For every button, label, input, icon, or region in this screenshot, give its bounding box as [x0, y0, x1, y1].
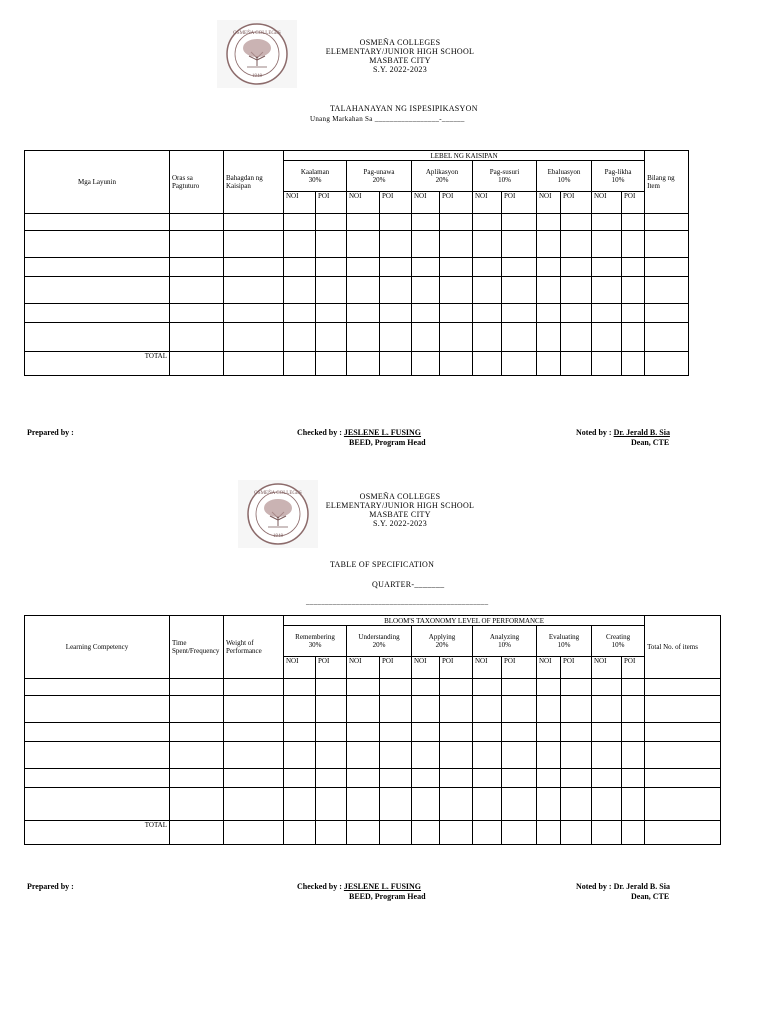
table-cell[interactable] [561, 304, 592, 323]
level-header: Remembering 30% [284, 626, 347, 657]
school-division: ELEMENTARY/JUNIOR HIGH SCHOOL [325, 47, 475, 56]
table-cell[interactable] [347, 258, 380, 277]
table-cell[interactable] [645, 788, 721, 821]
table-cell[interactable] [537, 742, 561, 769]
poi-label: POI [316, 657, 347, 679]
table-cell[interactable] [473, 323, 502, 352]
table-cell[interactable] [502, 231, 537, 258]
table-cell[interactable] [284, 723, 316, 742]
blank-line: ________________________________________________ [306, 598, 489, 606]
checked-by-block [297, 882, 426, 902]
poi-label: POI [380, 192, 412, 214]
table-cell[interactable] [622, 769, 645, 788]
table-row [25, 723, 721, 742]
level-header: Understanding 20% [347, 626, 412, 657]
table-cell[interactable] [502, 696, 537, 723]
form-english [0, 460, 768, 1020]
table-cell[interactable] [347, 723, 380, 742]
table-cell[interactable] [316, 742, 347, 769]
col-weight-header: Bahagdan ng Kaisipan [224, 151, 284, 214]
checked-by-label: Checked by : [297, 428, 342, 437]
school-division: ELEMENTARY/JUNIOR HIGH SCHOOL [325, 501, 475, 510]
table-cell[interactable] [537, 277, 561, 304]
table-cell[interactable] [473, 214, 502, 231]
table-row [25, 231, 689, 258]
table-cell[interactable] [170, 214, 224, 231]
poi-label: POI [622, 657, 645, 679]
table-cell[interactable] [347, 788, 380, 821]
table-cell[interactable] [25, 231, 170, 258]
table-cell[interactable] [622, 788, 645, 821]
poi-label: POI [316, 192, 347, 214]
specification-table [24, 150, 689, 376]
table-cell[interactable] [592, 323, 622, 352]
table-cell[interactable] [473, 304, 502, 323]
noi-label: NOI [347, 657, 380, 679]
table-cell[interactable] [170, 304, 224, 323]
table-cell[interactable] [224, 723, 284, 742]
table-row [25, 769, 721, 788]
table-cell[interactable] [592, 723, 622, 742]
table-cell[interactable] [380, 214, 412, 231]
svg-text:OSMEÑA COLLEGES: OSMEÑA COLLEGES [233, 31, 281, 36]
table-row [25, 696, 721, 723]
table-cell[interactable] [440, 304, 473, 323]
table-cell[interactable] [170, 323, 224, 352]
level-header: Evaluating 10% [537, 626, 592, 657]
svg-text:1948: 1948 [252, 74, 262, 79]
table-cell[interactable] [592, 696, 622, 723]
table-cell[interactable] [284, 258, 316, 277]
table-cell[interactable] [622, 742, 645, 769]
table-cell[interactable] [380, 231, 412, 258]
table-body [25, 214, 689, 352]
table-cell[interactable] [284, 769, 316, 788]
noi-label: NOI [473, 657, 502, 679]
table-cell[interactable] [316, 679, 347, 696]
table-cell[interactable] [645, 723, 721, 742]
noi-label: NOI [537, 192, 561, 214]
table-cell[interactable] [25, 258, 170, 277]
table-cell[interactable] [347, 214, 380, 231]
table-cell[interactable] [412, 304, 440, 323]
school-name: OSMEÑA COLLEGES [359, 492, 441, 501]
table-cell[interactable] [25, 304, 170, 323]
table-cell[interactable] [440, 696, 473, 723]
group-header: BLOOM'S TAXONOMY LEVEL OF PERFORMANCE [284, 616, 645, 626]
checker-title: BEED, Program Head [349, 892, 426, 901]
school-header [290, 38, 510, 74]
table-cell[interactable] [380, 277, 412, 304]
level-header: Aplikasyon 20% [412, 161, 473, 192]
table-cell[interactable] [645, 214, 689, 231]
table-cell[interactable] [622, 679, 645, 696]
prepared-by: Prepared by : [27, 428, 74, 437]
table-cell[interactable] [592, 231, 622, 258]
table-cell[interactable] [440, 742, 473, 769]
table-row [25, 277, 689, 304]
poi-label: POI [380, 657, 412, 679]
table-cell[interactable] [284, 323, 316, 352]
table-cell[interactable] [25, 696, 170, 723]
table-cell[interactable] [592, 769, 622, 788]
table-cell[interactable] [25, 214, 170, 231]
table-cell[interactable] [645, 304, 689, 323]
noter-name: Dr. Jerald B. Sia [613, 428, 670, 437]
table-cell[interactable] [224, 277, 284, 304]
total-row [25, 821, 721, 845]
table-cell[interactable] [561, 696, 592, 723]
table-cell[interactable] [537, 304, 561, 323]
form-subtitle: Unang Markahan Sa _________________-______ [310, 115, 465, 123]
table-cell[interactable] [440, 769, 473, 788]
table-cell[interactable] [537, 696, 561, 723]
table-cell[interactable] [25, 679, 170, 696]
checked-by-label: Checked by : [297, 882, 342, 891]
table-cell[interactable] [170, 742, 224, 769]
table-cell[interactable] [561, 723, 592, 742]
table-cell[interactable] [561, 214, 592, 231]
noter-title: Dean, CTE [631, 892, 670, 901]
table-cell[interactable] [592, 679, 622, 696]
school-logo [217, 20, 297, 88]
table-cell[interactable] [645, 679, 721, 696]
school-seal-icon [225, 22, 289, 86]
level-header: Pag-likha 10% [592, 161, 645, 192]
table-cell[interactable] [645, 769, 721, 788]
table-cell[interactable] [622, 258, 645, 277]
school-city: MASBATE CITY [369, 56, 431, 65]
table-cell[interactable] [347, 277, 380, 304]
level-header: Analyzing 10% [473, 626, 537, 657]
col-total-header: Total No. of items [645, 616, 721, 679]
school-year: S.Y. 2022-2023 [372, 65, 428, 74]
table-body [25, 679, 721, 821]
table-cell[interactable] [502, 769, 537, 788]
level-header: Pag-susuri 10% [473, 161, 537, 192]
table-cell[interactable] [537, 258, 561, 277]
table-cell[interactable] [380, 788, 412, 821]
noi-label: NOI [592, 657, 622, 679]
table-cell[interactable] [622, 323, 645, 352]
table-cell[interactable] [170, 696, 224, 723]
table-cell[interactable] [645, 696, 721, 723]
noi-label: NOI [412, 192, 440, 214]
table-cell[interactable] [25, 323, 170, 352]
table-cell[interactable] [316, 304, 347, 323]
noi-label: NOI [347, 192, 380, 214]
level-header: Kaalaman 30% [284, 161, 347, 192]
table-cell[interactable] [537, 231, 561, 258]
poi-label: POI [622, 192, 645, 214]
table-cell[interactable] [316, 769, 347, 788]
table-cell[interactable] [347, 769, 380, 788]
noted-by-block [576, 882, 670, 902]
table-cell[interactable] [170, 788, 224, 821]
school-header [290, 492, 510, 528]
table-cell[interactable] [537, 769, 561, 788]
table-cell[interactable] [537, 214, 561, 231]
table-cell[interactable] [561, 258, 592, 277]
checker-title: BEED, Program Head [349, 438, 426, 447]
total-row [25, 352, 689, 376]
form-title: TALAHANAYAN NG ISPESIPIKASYON [330, 104, 478, 113]
noi-label: NOI [412, 657, 440, 679]
table-cell[interactable] [316, 323, 347, 352]
table-cell[interactable] [284, 679, 316, 696]
table-cell[interactable] [473, 723, 502, 742]
table-cell[interactable] [284, 277, 316, 304]
table-cell[interactable] [25, 742, 170, 769]
level-header: Creating 10% [592, 626, 645, 657]
table-cell[interactable] [592, 214, 622, 231]
table-cell[interactable] [473, 277, 502, 304]
prepared-by: Prepared by : [27, 882, 74, 891]
table-cell[interactable] [25, 788, 170, 821]
table-cell[interactable] [561, 277, 592, 304]
table-cell[interactable] [440, 214, 473, 231]
table-cell[interactable] [502, 679, 537, 696]
table-cell[interactable] [412, 323, 440, 352]
table-cell[interactable] [284, 788, 316, 821]
table-cell[interactable] [412, 679, 440, 696]
table-cell[interactable] [592, 304, 622, 323]
noi-label: NOI [284, 192, 316, 214]
table-cell[interactable] [347, 742, 380, 769]
table-cell[interactable] [440, 258, 473, 277]
table-row [25, 258, 689, 277]
svg-text:OSMEÑA COLLEGES: OSMEÑA COLLEGES [254, 491, 302, 496]
table-cell[interactable] [284, 231, 316, 258]
noi-label: NOI [537, 657, 561, 679]
table-cell[interactable] [622, 696, 645, 723]
table-cell[interactable] [224, 214, 284, 231]
table-cell[interactable] [622, 277, 645, 304]
table-cell[interactable] [316, 788, 347, 821]
table-cell[interactable] [502, 277, 537, 304]
table-cell[interactable] [412, 258, 440, 277]
table-cell[interactable] [473, 679, 502, 696]
table-cell[interactable] [347, 231, 380, 258]
form-tagalog [0, 0, 768, 460]
table-cell[interactable] [622, 723, 645, 742]
table-cell[interactable] [170, 679, 224, 696]
table-cell[interactable] [224, 696, 284, 723]
table-cell[interactable] [622, 304, 645, 323]
table-cell[interactable] [592, 788, 622, 821]
table-cell[interactable] [170, 769, 224, 788]
table-cell[interactable] [440, 679, 473, 696]
table-cell[interactable] [473, 788, 502, 821]
table-cell[interactable] [502, 788, 537, 821]
table-cell[interactable] [347, 696, 380, 723]
noi-label: NOI [592, 192, 622, 214]
table-cell[interactable] [224, 304, 284, 323]
table-cell[interactable] [440, 723, 473, 742]
table-cell[interactable] [284, 214, 316, 231]
table-cell[interactable] [316, 258, 347, 277]
table-cell[interactable] [561, 323, 592, 352]
table-cell[interactable] [224, 231, 284, 258]
checked-by-block [297, 428, 426, 448]
col-time-header: Oras sa Pagtuturo [170, 151, 224, 214]
noted-by-block [576, 428, 670, 448]
poi-label: POI [440, 192, 473, 214]
table-cell[interactable] [537, 723, 561, 742]
table-row [25, 679, 721, 696]
group-header: LEBEL NG KAISIPAN [284, 151, 645, 161]
table-cell[interactable] [440, 323, 473, 352]
table-cell[interactable] [645, 277, 689, 304]
table-cell[interactable] [645, 742, 721, 769]
table-cell[interactable] [284, 742, 316, 769]
table-row [25, 304, 689, 323]
table-row [25, 323, 689, 352]
svg-text:1948: 1948 [273, 534, 283, 539]
table-cell[interactable] [347, 679, 380, 696]
table-row [25, 788, 721, 821]
table-cell[interactable] [592, 277, 622, 304]
table-cell[interactable] [316, 696, 347, 723]
table-cell[interactable] [502, 214, 537, 231]
poi-label: POI [502, 657, 537, 679]
table-cell[interactable] [537, 679, 561, 696]
level-header: Applying 20% [412, 626, 473, 657]
col-weight-header: Weight of Performance [224, 616, 284, 679]
table-cell[interactable] [592, 742, 622, 769]
poi-label: POI [440, 657, 473, 679]
table-cell[interactable] [645, 323, 689, 352]
table-cell[interactable] [284, 696, 316, 723]
table-cell[interactable] [224, 769, 284, 788]
table-cell[interactable] [170, 231, 224, 258]
noted-by-label: Noted by : [576, 428, 612, 437]
table-cell[interactable] [224, 788, 284, 821]
noted-by-label: Noted by : [576, 882, 612, 891]
school-name: OSMEÑA COLLEGES [359, 38, 441, 47]
table-cell[interactable] [25, 723, 170, 742]
table-cell[interactable] [473, 742, 502, 769]
table-cell[interactable] [380, 323, 412, 352]
table-cell[interactable] [473, 769, 502, 788]
table-cell[interactable] [561, 742, 592, 769]
table-cell[interactable] [284, 304, 316, 323]
table-cell[interactable] [440, 788, 473, 821]
table-cell[interactable] [502, 323, 537, 352]
table-cell[interactable] [412, 742, 440, 769]
checker-name: JESLENE L. FUSING [343, 428, 422, 437]
table-cell[interactable] [316, 277, 347, 304]
total-label: TOTAL [25, 352, 170, 376]
table-cell[interactable] [412, 214, 440, 231]
checker-name: JESLENE L. FUSING [343, 882, 422, 891]
table-cell[interactable] [412, 696, 440, 723]
table-cell[interactable] [380, 258, 412, 277]
table-cell[interactable] [645, 231, 689, 258]
table-cell[interactable] [412, 277, 440, 304]
table-cell[interactable] [592, 258, 622, 277]
table-row [25, 214, 689, 231]
poi-label: POI [561, 657, 592, 679]
table-cell[interactable] [25, 769, 170, 788]
table-cell[interactable] [440, 277, 473, 304]
noter-name: Dr. Jerald B. Sia [613, 882, 670, 891]
table-cell[interactable] [170, 277, 224, 304]
col-time-header: Time Spent/Frequency [170, 616, 224, 679]
table-cell[interactable] [502, 304, 537, 323]
table-cell[interactable] [473, 258, 502, 277]
table-cell[interactable] [412, 788, 440, 821]
table-cell[interactable] [224, 679, 284, 696]
form-title: TABLE OF SPECIFICATION [330, 560, 435, 569]
table-cell[interactable] [170, 723, 224, 742]
table-cell[interactable] [561, 769, 592, 788]
table-cell[interactable] [347, 323, 380, 352]
table-cell[interactable] [25, 277, 170, 304]
table-cell[interactable] [224, 742, 284, 769]
table-cell[interactable] [537, 323, 561, 352]
table-cell[interactable] [502, 723, 537, 742]
table-cell[interactable] [473, 231, 502, 258]
table-cell[interactable] [316, 231, 347, 258]
poi-label: POI [502, 192, 537, 214]
table-cell[interactable] [412, 769, 440, 788]
table-cell[interactable] [380, 696, 412, 723]
table-cell[interactable] [224, 323, 284, 352]
noi-label: NOI [284, 657, 316, 679]
table-cell[interactable] [170, 258, 224, 277]
table-cell[interactable] [224, 258, 284, 277]
table-cell[interactable] [561, 231, 592, 258]
total-label: TOTAL [25, 821, 170, 845]
table-cell[interactable] [473, 696, 502, 723]
table-cell[interactable] [537, 788, 561, 821]
col-objectives-header: Learning Competency [25, 616, 170, 679]
col-total-header: Bilang ng Item [645, 151, 689, 214]
col-objectives-header: Mga Layunin [25, 151, 170, 214]
table-cell[interactable] [316, 723, 347, 742]
table-cell[interactable] [347, 304, 380, 323]
table-cell[interactable] [561, 679, 592, 696]
table-cell[interactable] [316, 214, 347, 231]
table-cell[interactable] [440, 231, 473, 258]
noter-title: Dean, CTE [631, 438, 670, 447]
school-year: S.Y. 2022-2023 [372, 519, 428, 528]
table-cell[interactable] [645, 258, 689, 277]
table-cell[interactable] [380, 742, 412, 769]
table-cell[interactable] [412, 231, 440, 258]
table-cell[interactable] [561, 788, 592, 821]
table-cell[interactable] [502, 742, 537, 769]
table-cell[interactable] [380, 679, 412, 696]
table-cell[interactable] [622, 231, 645, 258]
table-cell[interactable] [622, 214, 645, 231]
quarter-line: QUARTER-_______ [372, 580, 445, 589]
specification-table [24, 615, 721, 845]
table-cell[interactable] [380, 304, 412, 323]
level-header: Pag-unawa 20% [347, 161, 412, 192]
table-cell[interactable] [380, 769, 412, 788]
table-cell[interactable] [380, 723, 412, 742]
table-cell[interactable] [412, 723, 440, 742]
table-cell[interactable] [502, 258, 537, 277]
poi-label: POI [561, 192, 592, 214]
level-header: Ebaluasyon 10% [537, 161, 592, 192]
school-city: MASBATE CITY [369, 510, 431, 519]
noi-label: NOI [473, 192, 502, 214]
table-row [25, 742, 721, 769]
